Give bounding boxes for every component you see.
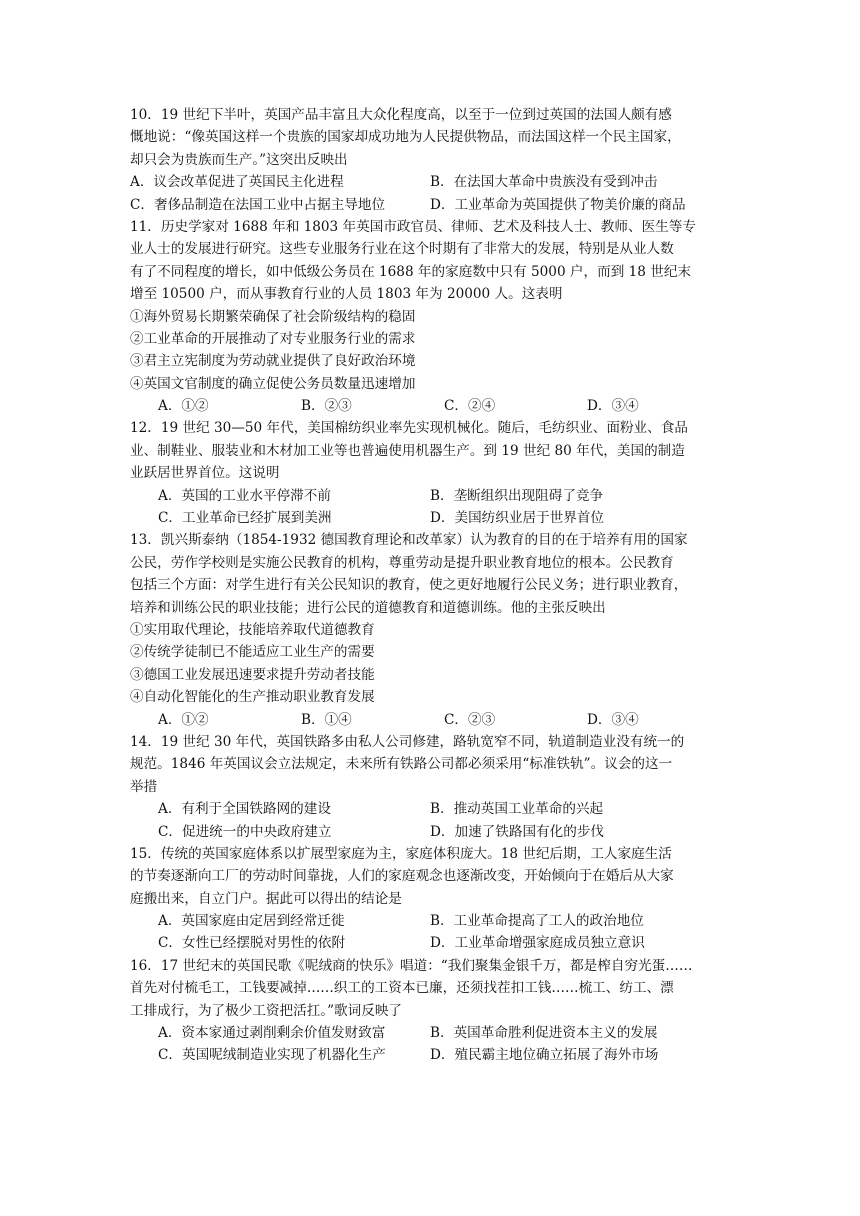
question-stem-line: 庭搬出来，自立门户。据此可以得出的结论是 [130, 890, 402, 907]
statement-item: ③德国工业发展迅速要求提升劳动者技能 [130, 666, 375, 683]
options-row [130, 171, 730, 193]
option-d: D．③④ [587, 711, 639, 728]
option-d: D．工业革命为英国提供了物美价廉的商品 [430, 196, 686, 213]
question-10 [130, 104, 730, 216]
option-c: C．英国呢绒制造业实现了机器化生产 [158, 1047, 386, 1064]
question-15 [130, 843, 730, 955]
statement-item: ①海外贸易长期繁荣确保了社会阶级结构的稳固 [130, 308, 416, 325]
options-row [130, 485, 730, 507]
question-stem-line: 首先对付梳毛工，工钱要减掉……织工的工资本已廉，还须找茬扣工钱……梳工、纺工、漂 [130, 980, 674, 997]
question-stem-line: 的节奏逐渐向工厂的劳动时间靠拢，人们的家庭观念也逐渐改变，开始倾向于在婚后从大家 [130, 868, 674, 885]
question-stem-line: 13．凯兴斯泰纳（1854-1932 德国教育理论和改革家）认为教育的目的在于培养有用的国家 [130, 532, 688, 549]
question-stem-line: 业、制鞋业、服装业和木材加工业等也普遍使用机器生产。到 19 世纪 80 年代，美国的制造 [130, 442, 685, 459]
option-a: A．①② [158, 398, 209, 415]
options-row [130, 395, 730, 417]
option-b: B．英国革命胜利促进资本主义的发展 [430, 1025, 658, 1042]
options-row [130, 507, 730, 529]
statement-item: ①实用取代理论，技能培养取代道德教育 [130, 621, 375, 638]
option-b: B．①④ [301, 711, 352, 728]
question-stem-line: 公民，劳作学校则是实施公民教育的机构，尊重劳动是提升职业教育地位的根本。公民教育 [130, 554, 674, 571]
option-a: A．资本家通过剥削剩余价值发财致富 [158, 1025, 386, 1042]
option-b: B．在法国大革命中贵族没有受到冲击 [430, 174, 658, 191]
option-a: A．英国家庭由定居到经常迁徙 [158, 913, 345, 930]
statement-item: ④英国文官制度的确立促使公务员数量迅速增加 [130, 375, 416, 392]
question-12 [130, 417, 730, 529]
question-14 [130, 731, 730, 843]
options-row [130, 821, 730, 843]
options-row [130, 1044, 730, 1066]
question-stem-line: 16．17 世纪末的英国民歌《呢绒商的快乐》唱道：“我们聚集金银千万，都是榨自穷光蛋…… [130, 957, 693, 974]
option-d: D．加速了铁路国有化的步伐 [430, 823, 605, 840]
question-16 [130, 955, 730, 1067]
statement-item: ③君主立宪制度为劳动就业提供了良好政治环境 [130, 353, 416, 370]
option-a: A．英国的工业水平停滞不前 [158, 487, 331, 504]
question-stem-line: 业人士的发展进行研究。这些专业服务行业在这个时期有了非常大的发展，特别是从业人数 [130, 241, 674, 258]
question-stem-line: 工排成行，为了极少工资把活扛。”歌词反映了 [130, 1002, 403, 1019]
question-stem-line: 有了不同程度的增长，如中低级公务员在 1688 年的家庭数中只有 5000 户，而到 18 世纪末 [130, 263, 692, 280]
question-stem-line: 10．19 世纪下半叶，英国产品丰富且大众化程度高，以至于一位到过英国的法国人颇有感 [130, 107, 672, 123]
question-stem-line: 11．历史学家对 1688 年和 1803 年英国市政官员、律师、艺术及科技人士、教师、医生等专 [130, 218, 696, 235]
statement-item: ④自动化智能化的生产推动职业教育发展 [130, 689, 375, 706]
option-a: A．①② [158, 711, 209, 728]
options-row [130, 709, 730, 731]
options-row [130, 932, 730, 954]
statement-item: ②工业革命的开展推动了对专业服务行业的需求 [130, 330, 416, 347]
option-c: C．工业革命已经扩展到美洲 [158, 510, 332, 527]
options-row [130, 1022, 730, 1044]
question-stem-line: 培养和训练公民的职业技能；进行公民的道德教育和道德训练。他的主张反映出 [130, 599, 606, 616]
options-row [130, 194, 730, 216]
question-stem-line: 增至 10500 户，而从事教育行业的人员 1803 年为 20000 人。这表明 [130, 286, 563, 303]
options-row [130, 910, 730, 932]
question-13 [130, 529, 730, 731]
question-stem-line: 举措 [130, 778, 158, 795]
question-stem-line: 规范。1846 年英国议会立法规定，未来所有铁路公司都必须采用“标准铁轨”。议会的这一 [130, 756, 673, 773]
option-d: D．殖民霸主地位确立拓展了海外市场 [430, 1047, 659, 1064]
question-stem-line: 业跃居世界首位。这说明 [130, 465, 280, 482]
exam-page [130, 104, 730, 1067]
option-b: B．垄断组织出现阻碍了竞争 [430, 487, 604, 504]
question-stem-line: 却只会为贵族而生产。”这突出反映出 [130, 151, 348, 168]
option-b: B．工业革命提高了工人的政治地位 [430, 913, 644, 930]
option-c: C．②③ [444, 711, 496, 728]
option-b: B．推动英国工业革命的兴起 [430, 801, 604, 818]
statement-item: ②传统学徒制已不能适应工业生产的需要 [130, 644, 375, 661]
option-c: C．②④ [444, 398, 496, 415]
option-c: C．促进统一的中央政府建立 [158, 823, 332, 840]
option-b: B．②③ [301, 398, 352, 415]
option-c: C．女性已经摆脱对男性的依附 [158, 935, 346, 952]
options-row [130, 798, 730, 820]
option-d: D．③④ [587, 398, 639, 415]
option-d: D．美国纺织业居于世界首位 [430, 510, 605, 527]
option-a: A．议会改革促进了英国民主化进程 [130, 174, 344, 191]
question-stem-line: 慨地说：“像英国这样一个贵族的国家却成功地为人民提供物品，而法国这样一个民主国家， [130, 129, 681, 146]
question-stem-line: 包括三个方面：对学生进行有关公民知识的教育，使之更好地履行公民义务；进行职业教育， [130, 577, 688, 594]
option-c: C．奢侈品制造在法国工业中占据主导地位 [130, 196, 386, 213]
option-a: A．有利于全国铁路网的建设 [158, 801, 331, 818]
option-d: D．工业革命增强家庭成员独立意识 [430, 935, 645, 952]
question-stem-line: 12．19 世纪 30—50 年代，美国棉纺织业率先实现机械化。随后，毛纺织业、面粉业、食品 [130, 420, 688, 437]
question-stem-line: 15．传统的英国家庭体系以扩展型家庭为主，家庭体积庞大。18 世纪后期，工人家庭生活 [130, 845, 672, 862]
question-stem-line: 14．19 世纪 30 年代，英国铁路多由私人公司修建，路轨宽窄不同，轨道制造业没有统一的 [130, 733, 685, 750]
question-11 [130, 216, 730, 418]
